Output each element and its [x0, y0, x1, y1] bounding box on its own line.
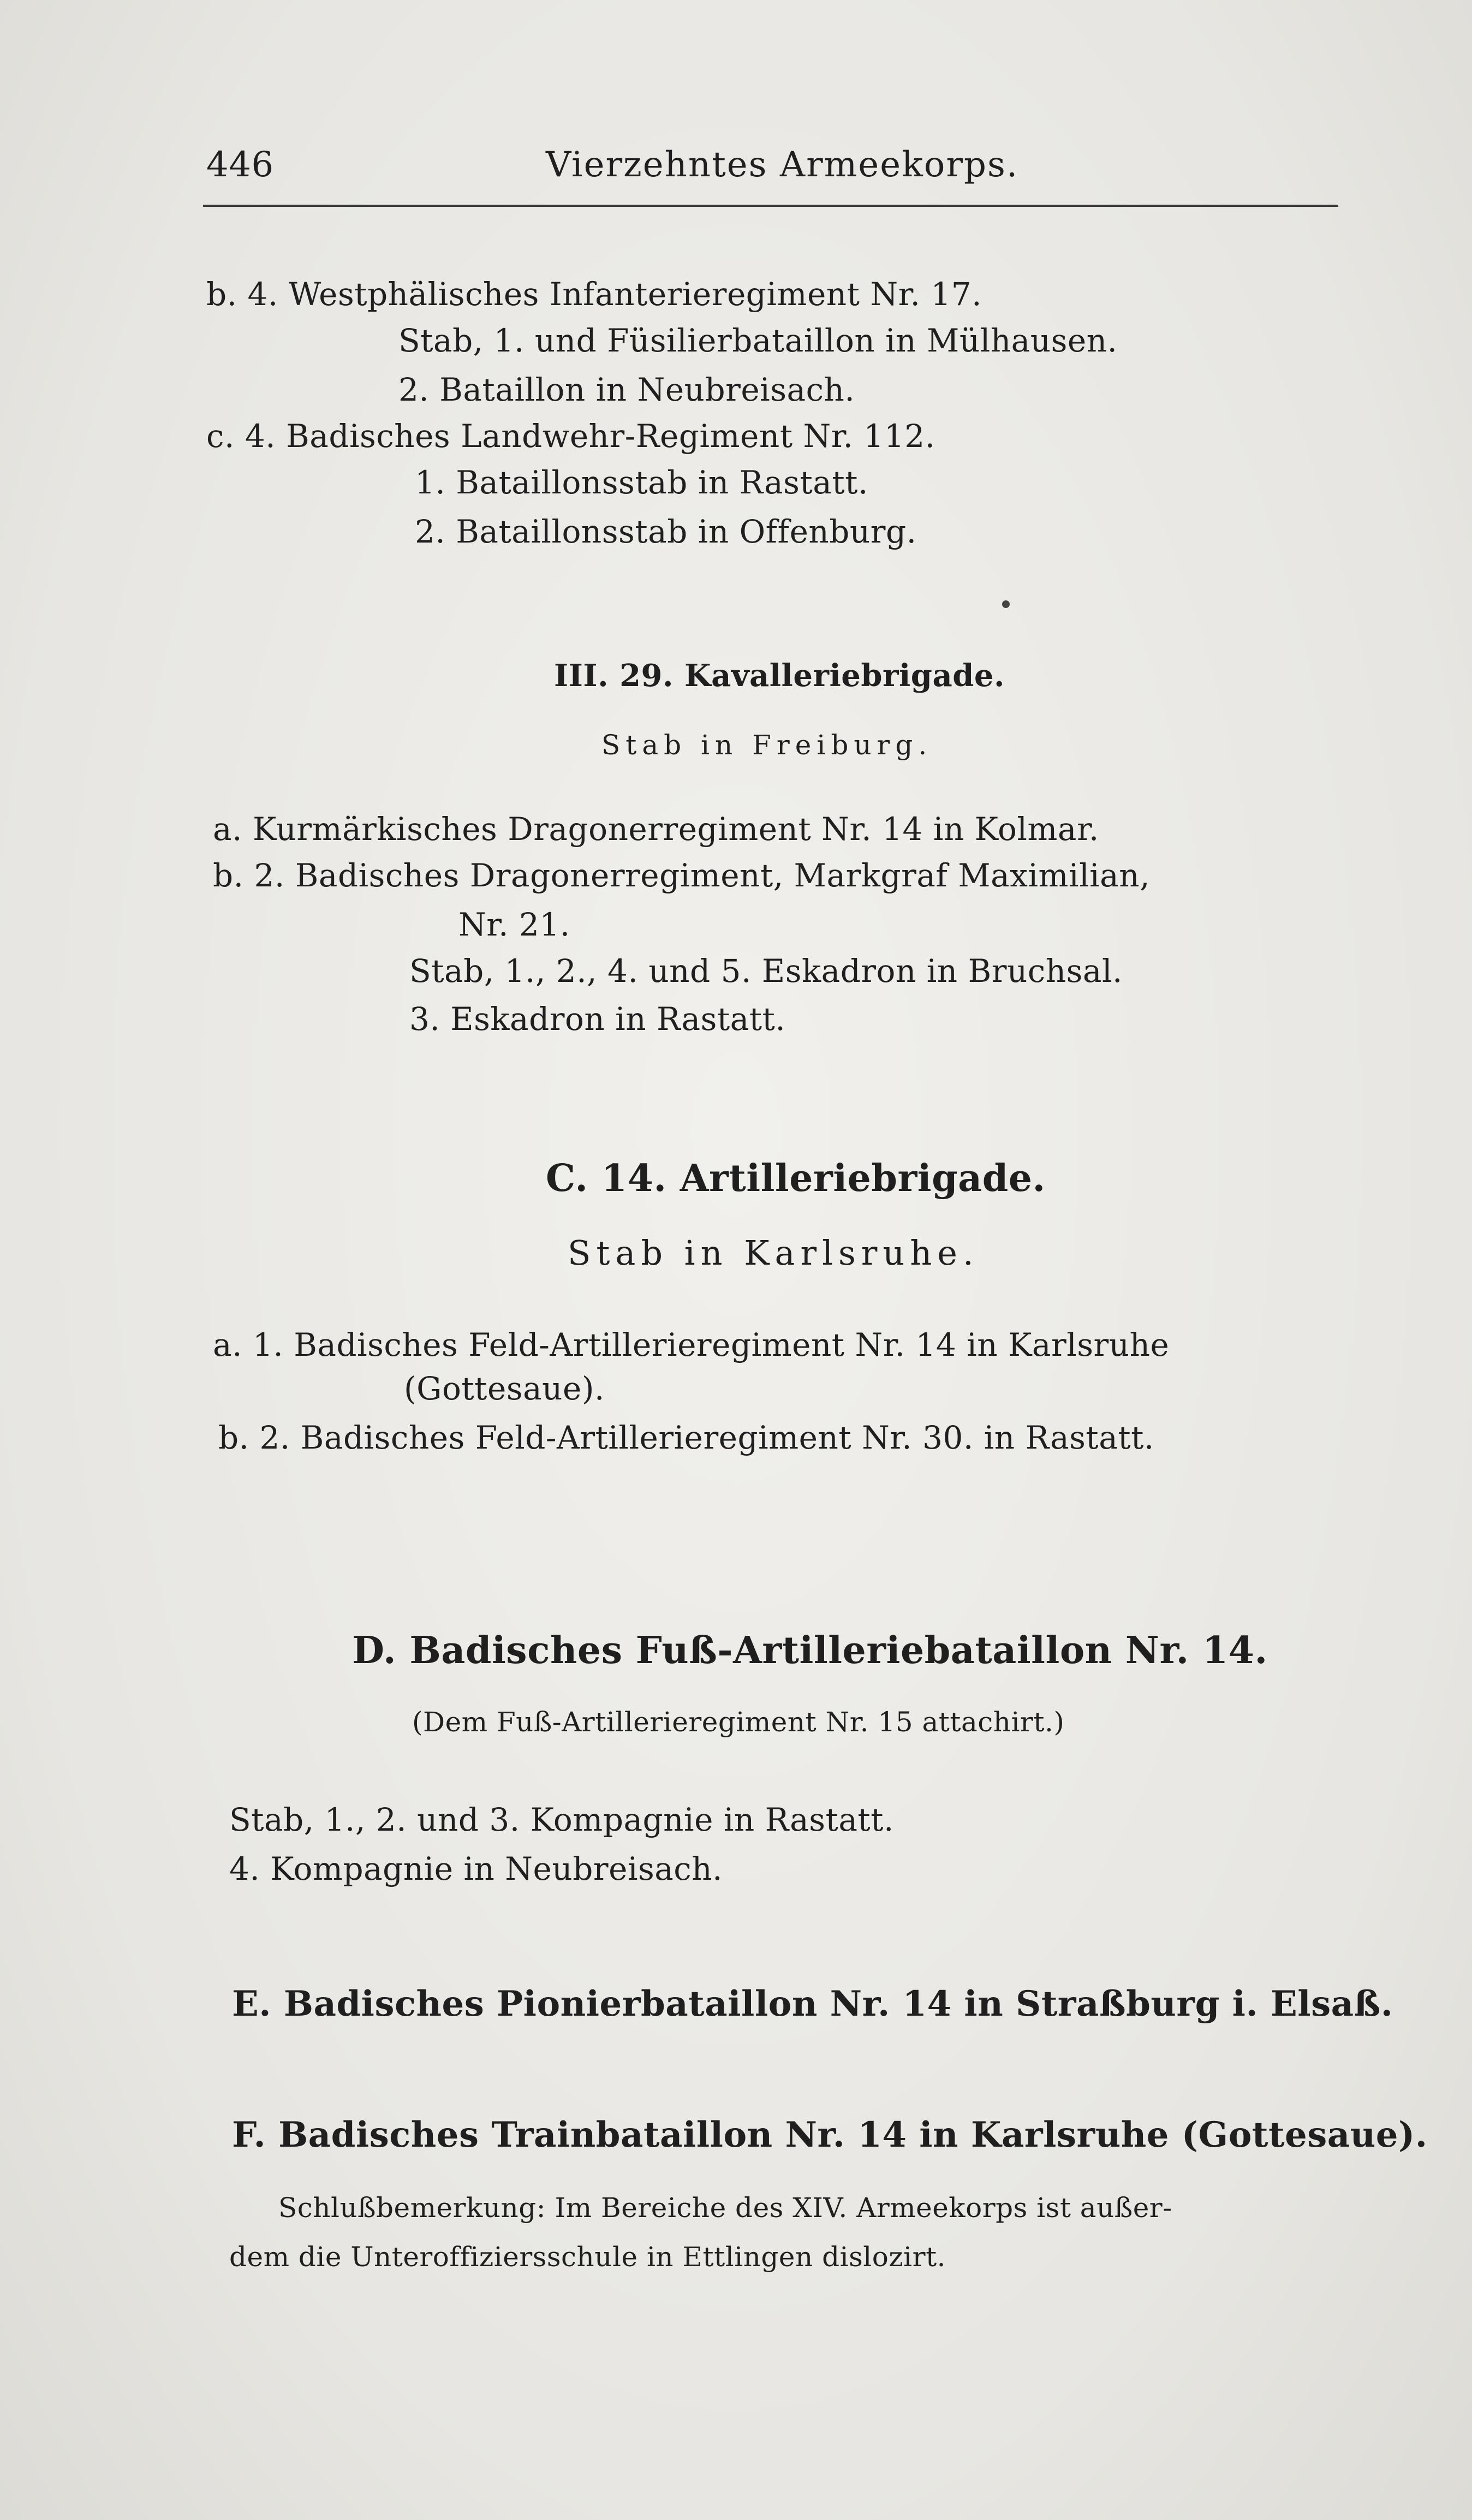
text-line: Stab, 1., 2., 4. und 5. Eskadron in Bruchsal. [409, 952, 1123, 990]
section-heading: F. Badisches Trainbataillon Nr. 14 in Karlsruhe (Gottesaue). [232, 2114, 1428, 2155]
page-number: 446 [206, 145, 274, 185]
section-heading: D. Badisches Fuß-Artilleriebataillon Nr. 14. [352, 1629, 1268, 1672]
text-line: Nr. 21. [458, 906, 570, 943]
section-subheading: Stab in Karlsruhe. [568, 1233, 979, 1273]
text-line: Stab, 1., 2. und 3. Kompagnie in Rastatt. [229, 1801, 894, 1838]
text-line: c. 4. Badisches Landwehr-Regiment Nr. 112. [206, 418, 935, 455]
header-rule [203, 205, 1338, 207]
section-subheading: Stab in Freiburg. [601, 729, 933, 761]
text-line: a. 1. Badisches Feld-Artillerieregiment Nr. 14 in Karlsruhe [213, 1326, 1170, 1363]
text-line: 2. Bataillon in Neubreisach. [398, 371, 855, 408]
section-note: (Dem Fuß-Artillerieregiment Nr. 15 attachirt.) [412, 1706, 1065, 1738]
text-line: a. Kurmärkisches Dragonerregiment Nr. 14 in Kolmar. [213, 811, 1099, 848]
section-heading: III. 29. Kavalleriebrigade. [554, 658, 1005, 694]
text-line: b. 2. Badisches Feld-Artillerieregiment Nr. 30. in Rastatt. [218, 1419, 1154, 1456]
text-line: Stab, 1. und Füsilierbataillon in Mülhausen. [398, 322, 1118, 359]
text-line: 1. Bataillonsstab in Rastatt. [415, 464, 868, 501]
text-line: b. 2. Badisches Dragonerregiment, Markgraf Maximilian, [213, 857, 1151, 894]
closing-remark: dem die Unteroffiziersschule in Ettlingen dislozirt. [229, 2241, 946, 2273]
text-line: b. 4. Westphälisches Infanterieregiment Nr. 17. [206, 276, 982, 313]
section-heading: E. Badisches Pionierbataillon Nr. 14 in Straßburg i. Elsaß. [232, 1983, 1393, 2024]
section-heading: C. 14. Artilleriebrigade. [546, 1157, 1046, 1200]
ink-speck [1002, 600, 1010, 608]
text-line: 3. Eskadron in Rastatt. [409, 1000, 786, 1038]
text-line: 4. Kompagnie in Neubreisach. [229, 1850, 723, 1887]
text-line: (Gottesaue). [404, 1370, 605, 1407]
running-title: Vierzehntes Armeekorps. [546, 145, 1019, 185]
text-line: 2. Bataillonsstab in Offenburg. [415, 513, 917, 550]
closing-remark: Schlußbemerkung: Im Bereiche des XIV. Armeekorps ist außer- [278, 2192, 1172, 2224]
